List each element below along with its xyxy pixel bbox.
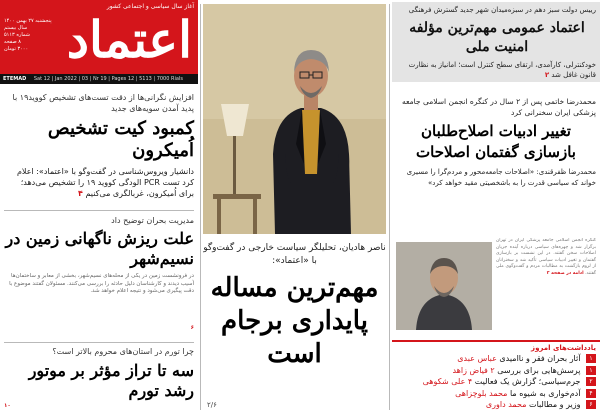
issue-info-line: پنجشنبه ۲۷ بهمن ۱۴۰۰ <box>4 18 52 24</box>
index-item-author: محمد بلوچزاهی <box>455 388 508 398</box>
issue-info-line: ۸ صفحه <box>4 39 21 45</box>
index-page-number: ۱ <box>586 354 596 363</box>
index-item[interactable] <box>392 376 600 388</box>
lead-headline: مهم‌ترین مساله پایداری برجام است <box>210 273 379 369</box>
story-body-text: کنگره انجمن اسلامی جامعه پزشکی ایران در تهران برگزار شد و چهره‌های سیاسی درباره آینده جریان اصلاحات سخن گفتند. در این نشست بر بازسازی گفتمان و تغییر ادبیات سیاسی تأکید شد و سخنرانان از لزوم بازگشت به مطالبات مردم و گفت‌وگوی ملی گفتند. <box>496 238 596 276</box>
continued-link[interactable]: ادامه در صفحه ۲ <box>546 270 584 276</box>
issue-info-line: ۳۰۰۰ تومان <box>4 46 29 52</box>
portrait-illustration <box>203 4 386 234</box>
lead-story[interactable] <box>203 242 386 371</box>
index-page-number: ۶ <box>586 400 596 409</box>
masthead-strip <box>0 74 198 84</box>
index-item-author: محمد داوری <box>485 400 527 409</box>
story-omicron[interactable] <box>4 92 194 199</box>
latin-info: Sat 12 | Jan 2022 | 03 | Nr 19 | Pages 12 | 5113 | 7000 Rials <box>33 76 183 82</box>
index-item-author: ۲ فیاض زاهد <box>452 365 495 375</box>
masthead-tagline: آغاز سال سیاسی و اجتماعی کشور <box>106 3 194 10</box>
index-page-number: ۱ <box>586 366 596 375</box>
interview-photo[interactable] <box>203 4 386 234</box>
center-column <box>203 4 386 414</box>
story-subhead <box>398 60 596 80</box>
story-headline: کمبود کیت تشخیص اُمیکرون <box>47 118 194 161</box>
index-item[interactable] <box>392 365 600 377</box>
index-item-title: آثار بحران فقر و ناامیدی <box>499 354 581 363</box>
index-page-number: ۲ <box>586 377 596 386</box>
divider <box>4 210 194 211</box>
index-item-author: عباس عبدی <box>457 354 497 363</box>
story-sinkhole[interactable] <box>4 215 194 333</box>
story-headline: اعتماد عمومی مهم‌ترین مؤلفه امنیت ملی <box>409 20 585 55</box>
story-lead-text: دانشیار ویروس‌شناسی در گفت‌وگو با «اعتماد»: اعلام کرد تست PCR الودگی کووید ۱۹ را تشخیص می‌دهد؛ برای اُمیکرون، غربالگری می‌کنیم <box>16 167 194 198</box>
index-item-title: آدم‌خواری ‌به شیوه ما <box>509 388 581 398</box>
speaker-illustration <box>396 242 492 330</box>
right-column <box>392 0 600 414</box>
story-inflation[interactable] <box>4 346 194 411</box>
issue-info-line: شماره ۵۱۱۳ <box>4 32 30 38</box>
newspaper-logo: اعتماد <box>66 10 192 69</box>
story-headline: علت ریزش ناگهانی زمین در نسیم‌شهر <box>5 229 194 268</box>
index-item[interactable] <box>392 388 600 400</box>
story-reformists-body <box>396 238 596 334</box>
index-item-title: وزیر و مطالبات <box>529 400 581 409</box>
story-lead <box>4 166 194 199</box>
story-body <box>496 238 596 334</box>
story-kicker: افزایش نگرانی‌ها از دقت تست‌های تشخیص کووید۱۹ با پدید آمدن سویه‌های جدید <box>12 93 194 113</box>
index-item[interactable] <box>392 353 600 365</box>
lead-kicker: ناصر هادیان، تحلیلگر سیاست خارجی در گفت‌وگو با «اعتماد»: <box>203 243 386 266</box>
page-ref: ۴ <box>78 189 83 198</box>
page-ref: ۶ <box>190 325 194 331</box>
page-ref: ۲ <box>544 71 550 79</box>
todays-notes-index <box>392 340 600 414</box>
issue-info <box>4 18 66 53</box>
issue-info-line: سال بیستم <box>4 25 28 31</box>
index-item-title: پرسش‌هایی برای بررسی <box>497 365 581 375</box>
latin-name: ETEMAD <box>3 76 27 82</box>
index-item[interactable] <box>392 399 600 411</box>
story-lead: محمدرضا ظفرقندی: «اصلاحات جامعه‌محور و مردم‌گرا را مسیری خواند که سیاسی قدرت را به باشخصیتی مقید خواهد کرد» <box>406 168 596 187</box>
story-body: در فرونشست زمین در یکی از محله‌های نسیم‌شهر، بخشی از معابر و ساختمان‌ها آسیب دیدند و کارشناسان دلیل حادثه را بررسی می‌کنند. مسئولان گفتند موضوع با دقت پیگیری می‌شود و نتیجه اعلام خواهد شد. <box>9 273 194 294</box>
column-divider <box>389 4 390 410</box>
index-item-author: ۴ علی شکوهی <box>422 377 473 386</box>
divider <box>4 342 194 343</box>
index-title: یادداشت‌های امروز <box>531 344 596 352</box>
story-subhead-text: خودکنترلی، کارآمدی، ارتقای سطح کنترل است؛ امانیاز به نظارت قانون غافل شد <box>408 61 596 79</box>
top-story-box[interactable] <box>392 2 600 82</box>
index-item-title: جرم‌سیاسی؛ گزارش یک فعالیت <box>474 377 581 386</box>
page-ref: ۱۰ <box>4 403 11 409</box>
column-divider <box>200 4 201 410</box>
story-headline: سه تا تراز مؤثر بر موتور رشد تورم <box>28 361 194 400</box>
speaker-photo[interactable] <box>396 242 492 330</box>
page-ref: ۲/۶ <box>207 401 217 409</box>
left-column <box>0 88 198 414</box>
masthead <box>0 0 198 84</box>
story-kicker: چرا تورم در استان‌های محروم بالاتر است؟ <box>52 347 194 356</box>
story-kicker: محمدرضا خاتمی پس از ۲ سال در کنگره انجمن اسلامی جامعه پزشکی ایران سخنرانی کرد <box>401 97 596 117</box>
index-page-number: ۴ <box>586 389 596 398</box>
story-kicker: مدیریت بحران توضیح داد <box>111 216 194 225</box>
story-reformists[interactable] <box>396 96 596 188</box>
story-headline: تغییر ادبیات اصلاح‌طلبان بازسازی گفتمان اصلاحات <box>416 122 576 161</box>
story-kicker: رییس دولت سبز دهم در سبزه‌میدان شهر جدید گسترش فرهنگی <box>408 6 596 14</box>
